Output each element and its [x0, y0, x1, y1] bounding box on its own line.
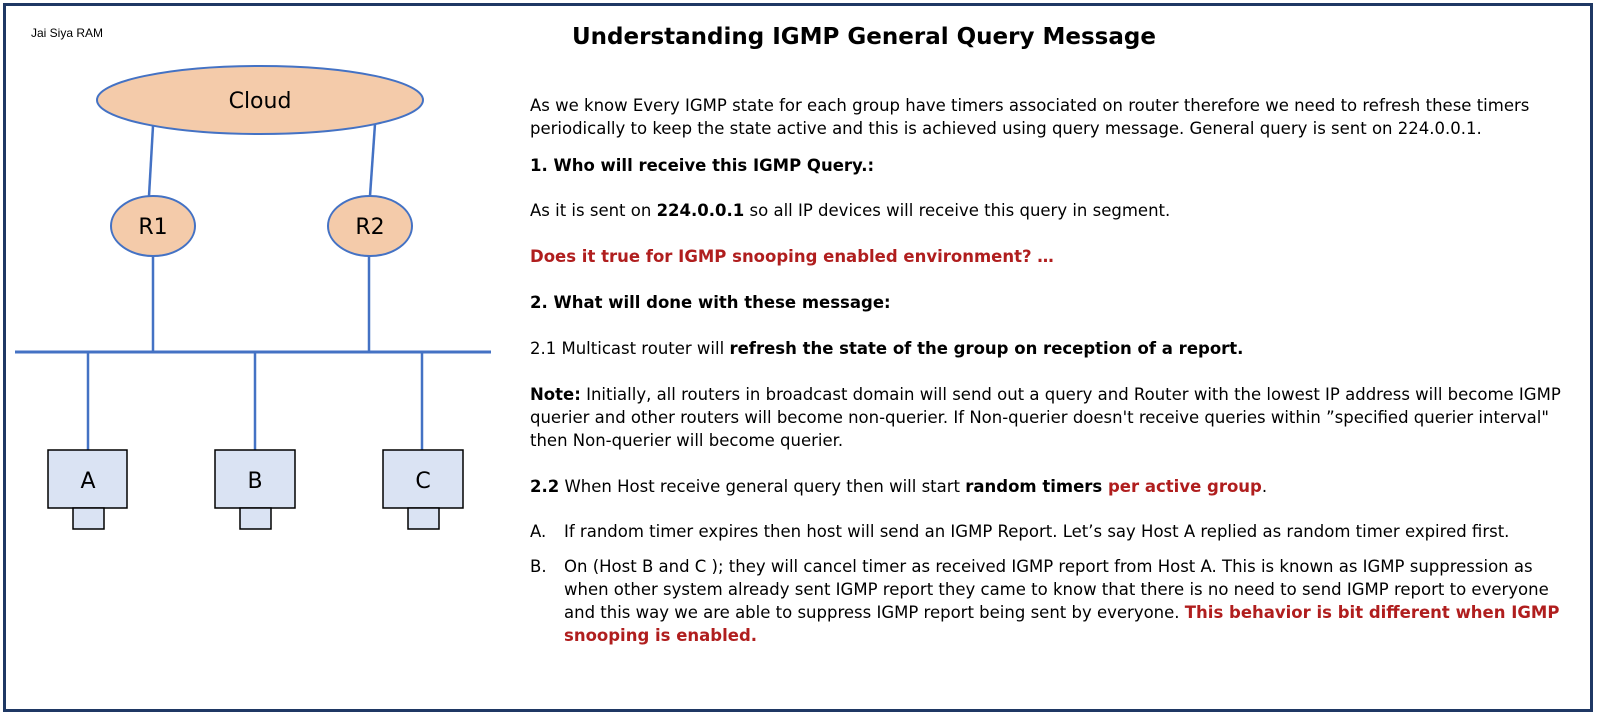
list-marker-a: A. — [530, 522, 547, 541]
q2-heading-text: 2. What will done with these message: — [530, 293, 891, 312]
section-2-2-bold: random timers — [965, 477, 1103, 496]
q1-answer-pre: As it is sent on — [530, 201, 657, 220]
host-a-label: A — [80, 469, 96, 494]
host-c-label: C — [415, 469, 431, 494]
q1-answer-post: so all IP devices will receive this query in segment. — [744, 201, 1171, 220]
link-cloud-r2 — [370, 124, 375, 196]
q2-heading — [530, 291, 1570, 314]
host-c-base — [408, 508, 439, 529]
section-2-2-red: per active group — [1102, 477, 1262, 496]
list-text-b-red: This behavior is bit different when IGMP snooping is enabled. — [564, 603, 1560, 645]
section-2-2-num: 2.2 — [530, 477, 560, 496]
list-text-b: On (Host B and C ); they will cancel timer as received IGMP report from Host A. This is known as IGMP suppression as when other system already sent IGMP report they came to know that there is no need to send IGMP report to everyone and this way we are able to suppress IGMP report being sent by everyone. — [564, 557, 1549, 622]
section-2-2-end: . — [1261, 477, 1268, 496]
host-a-base — [73, 508, 104, 529]
cloud-label: Cloud — [228, 89, 292, 114]
section-2-1-bold: refresh the state of the group on reception of a report. — [729, 339, 1244, 358]
page-title: Understanding IGMP General Query Message — [572, 24, 1156, 50]
explanation-text — [530, 94, 1570, 659]
intro-paragraph: As we know Every IGMP state for each group have timers associated on router therefore we need to refresh these timers periodically to keep the state active and this is achieved using query message. General query is sent on 224.0.0.1. — [530, 96, 1530, 138]
router-r1-label: R1 — [138, 215, 168, 240]
router-r2-label: R2 — [355, 215, 385, 240]
snooping-question: Does it true for IGMP snooping enabled environment? … — [530, 247, 1054, 266]
list-marker-b: B. — [530, 557, 547, 576]
section-2-1-pre: 2.1 Multicast router will — [530, 339, 730, 358]
section-2-2 — [530, 475, 1570, 498]
q1-heading-text: 1. Who will receive this IGMP Query.: — [530, 156, 875, 175]
list-item-a — [530, 520, 1570, 543]
q1-answer — [530, 199, 1570, 222]
q1-answer-address: 224.0.0.1 — [656, 201, 745, 220]
network-diagram — [0, 0, 520, 718]
list-item-b — [530, 555, 1570, 647]
section-2-1 — [530, 337, 1570, 360]
host-b-label: B — [247, 469, 263, 494]
note-paragraph — [530, 383, 1570, 452]
link-cloud-r1 — [149, 126, 153, 196]
section-2-2-text: When Host receive general query then will start — [559, 477, 966, 496]
note-label: Note: — [530, 385, 581, 404]
host-b-base — [240, 508, 271, 529]
author-label: Jai Siya RAM — [31, 26, 104, 40]
list-text-a: If random timer expires then host will send an IGMP Report. Let’s say Host A replied as random timer expired first. — [564, 522, 1510, 541]
note-text: Initially, all routers in broadcast domain will send out a query and Router with the lowest IP address will become IGMP querier and other routers will become non-querier. If Non-querier doesn't receive queries within ”specified querier interval" then Non-querier will become querier. — [530, 385, 1561, 450]
q1-heading — [530, 154, 1570, 177]
